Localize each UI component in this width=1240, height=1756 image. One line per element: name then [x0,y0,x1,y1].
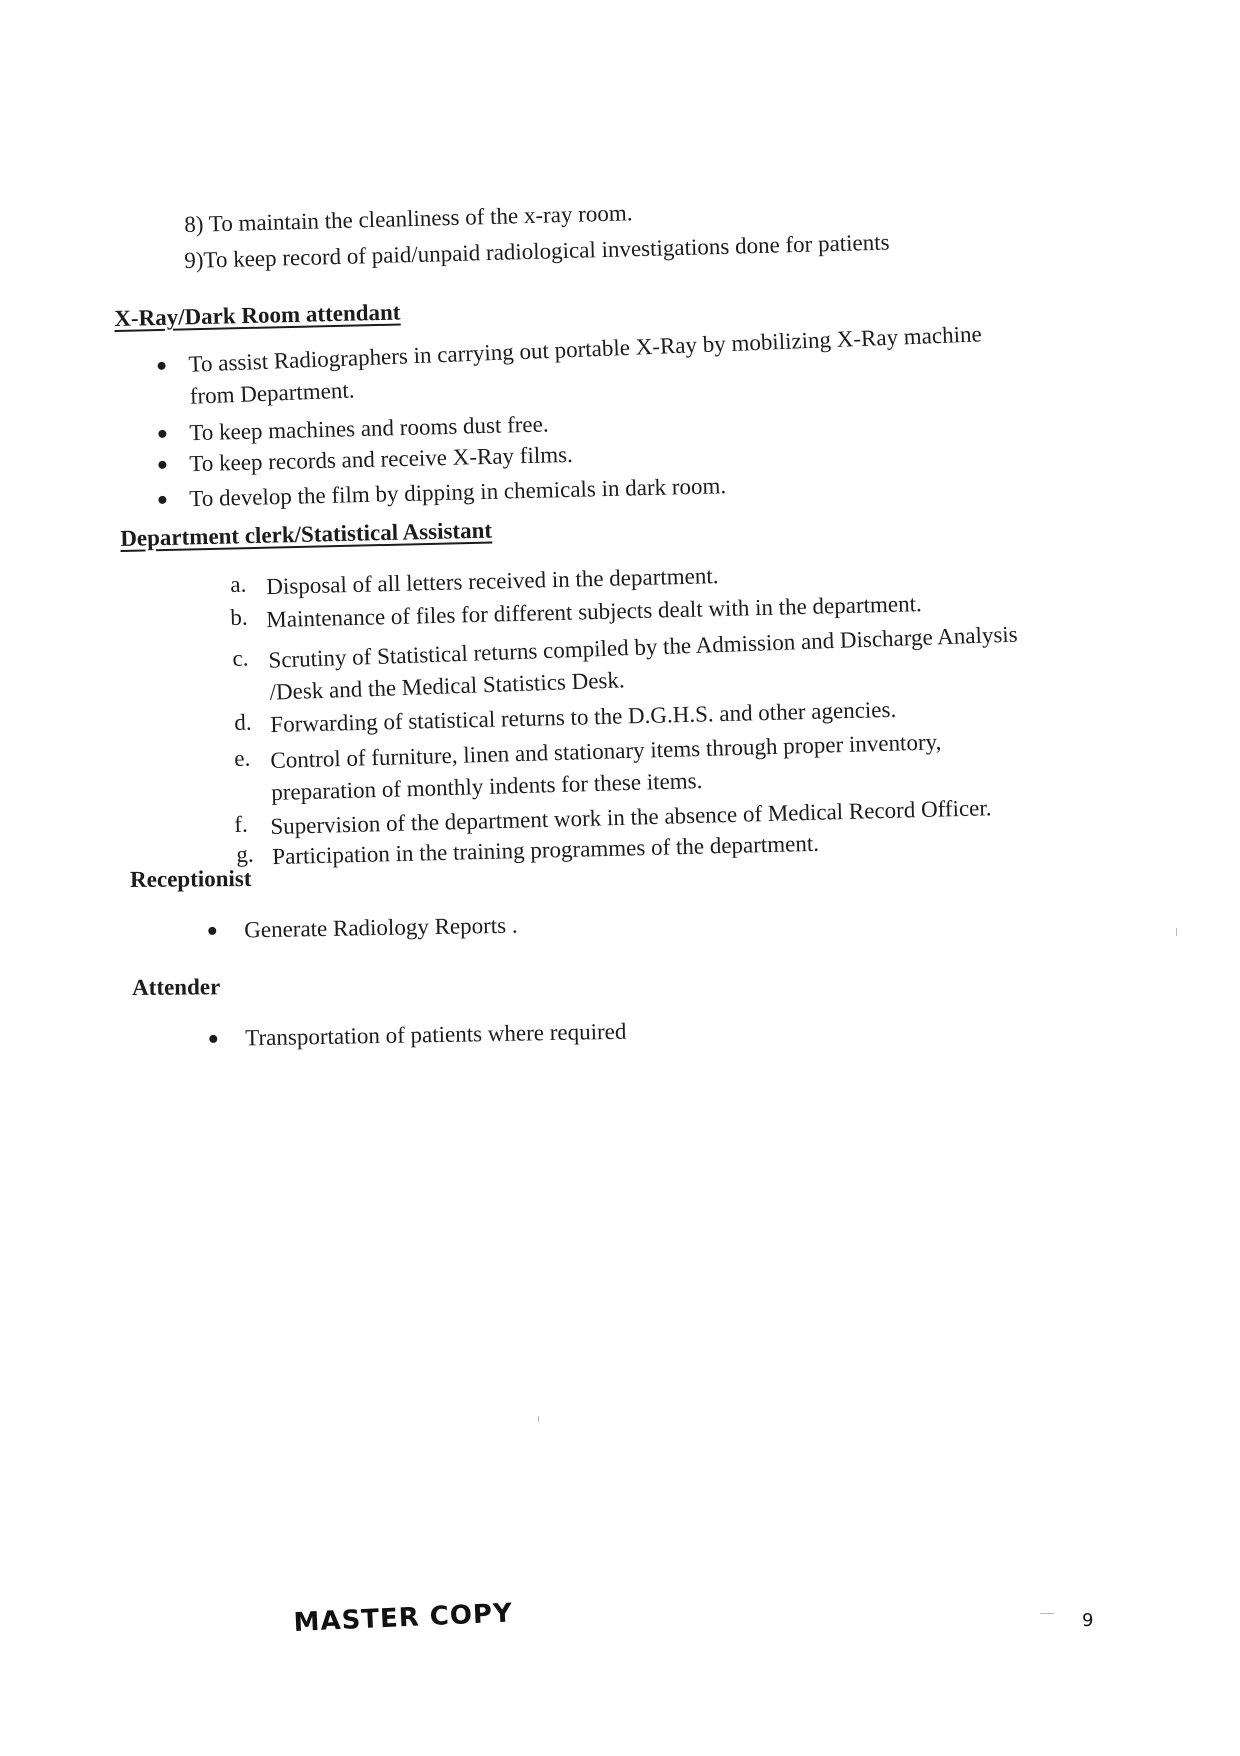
list-item-text: Supervision of the department work in the absence of Medical Record Officer. [270,795,992,840]
list-item-text: Participation in the training programmes of the department. [272,830,820,870]
list-item-text: Generate Radiology Reports . [244,912,518,943]
bullet-dot-icon [157,362,165,370]
list-item-text: Control of furniture, linen and stationary items through proper inventory, [270,729,942,773]
section-heading-receptionist: Receptionist [130,865,252,892]
list-item-text: Scrutiny of Statistical returns compiled by the Admission and Discharge Analysis [268,621,1019,673]
bullet-dot-icon [158,430,166,438]
bullet-dot-icon [158,496,166,504]
section-heading-department-clerk: Department clerk/Statistical Assistant [120,517,493,551]
list-item [209,1014,709,1055]
list-marker: g. [236,841,254,867]
list-item-text: preparation of monthly indents for these items. [270,767,703,805]
list-item [157,315,1079,414]
list-item-text: To develop the film by dipping in chemicals in dark room. [189,473,727,512]
scan-speck [1040,1613,1054,1614]
list-item-text: Forwarding of statistical returns to the D.G.H.S. and other agencies. [270,696,897,738]
list-marker: f. [234,811,249,837]
list-item-text: Disposal of all letters received in the department. [266,563,719,600]
page-number: 9 [1082,1610,1094,1631]
list-marker: b. [230,604,248,630]
scan-speck [538,1416,539,1422]
list-item [208,908,608,947]
list-marker: e. [234,745,251,771]
list-item-text: from Department. [189,377,355,409]
list-item-text: To assist Radiographers in carrying out portable X-Ray by mobilizing X-Ray machine [188,321,983,377]
list-item-text: Maintenance of files for different subjects dealt with in the department. [266,591,922,633]
bullet-dot-icon [209,1035,217,1043]
bullet-dot-icon [208,927,216,935]
numbered-item-8: 8) To maintain the cleanliness of the x-ray room. [184,200,633,237]
list-item-text: /Desk and the Medical Statistics Desk. [269,667,626,705]
list-marker: a. [230,571,247,597]
list-item-text: To keep records and receive X-Ray films. [189,441,574,477]
master-copy-stamp: MASTER COPY [293,1598,514,1638]
numbered-item-9: 9)To keep record of paid/unpaid radiological investigations done for patients [184,229,890,273]
bullet-dot-icon [158,461,166,469]
list-item-text: Transportation of patients where required [245,1018,627,1051]
list-marker: d. [234,709,252,735]
list-marker: c. [232,645,249,671]
list-item-text: To keep machines and rooms dust free. [189,411,549,446]
scan-speck [1176,928,1177,936]
section-heading-attender: Attender [132,974,221,1000]
section-heading-xray-attendant: X-Ray/Dark Room attendant [114,299,401,331]
